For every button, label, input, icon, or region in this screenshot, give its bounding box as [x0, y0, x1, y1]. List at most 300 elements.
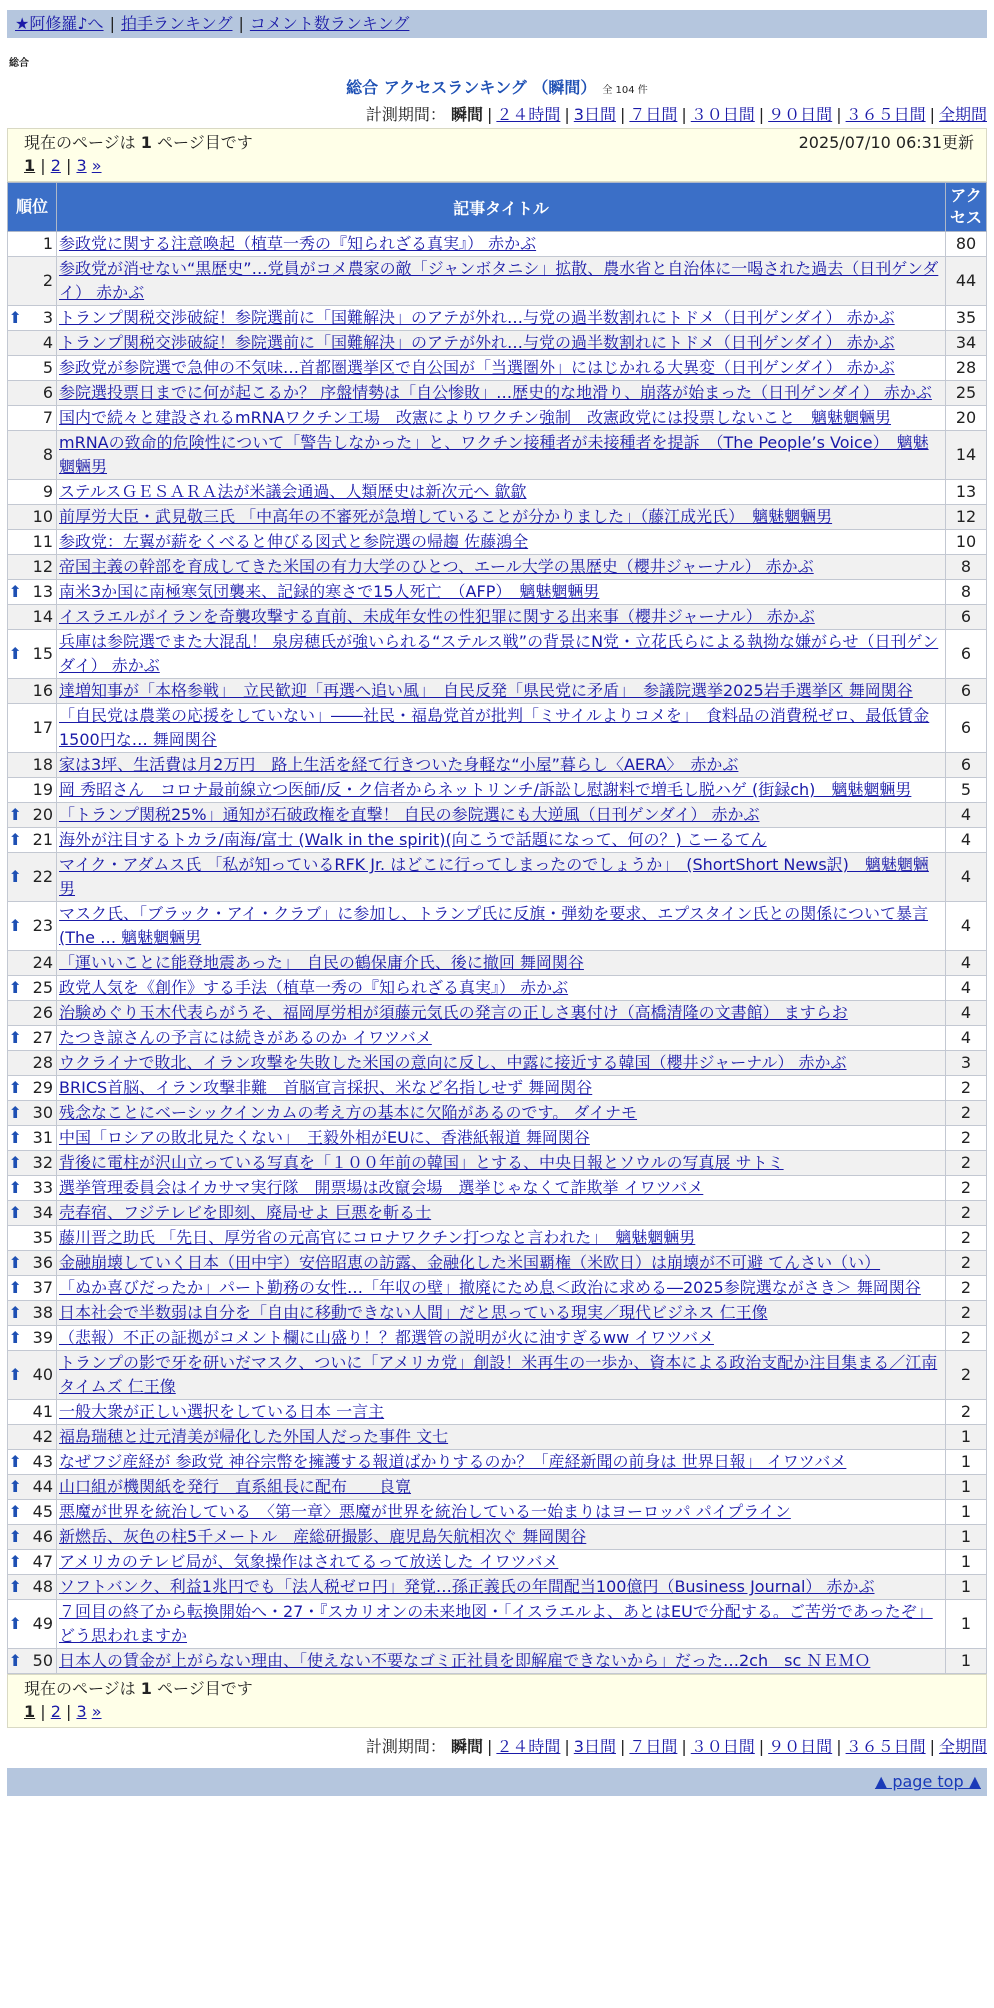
up-arrow-icon: ⬆	[8, 582, 22, 601]
period-link-90d[interactable]: ９０日間	[768, 105, 833, 124]
table-row	[8, 630, 987, 679]
pager-next[interactable]: »	[91, 156, 102, 175]
page-title: 総合 アクセスランキング （瞬間）	[346, 78, 597, 97]
article-link[interactable]: 帝国主義の幹部を育成してきた米国の有力大学のひとつ、エール大学の黒歴史（櫻井ジャーナル） 赤かぶ	[59, 557, 814, 576]
access-count: 25	[946, 381, 987, 406]
article-link[interactable]: 兵庫は参院選でまた大混乱！ 泉房穂氏が強いられる“ステルス戦”の背景にN党・立花氏らによる執拗な嫌がらせ（日刊ゲンダイ） 赤かぶ	[59, 632, 939, 675]
rank-number: 33	[22, 1176, 56, 1201]
article-title-cell	[57, 1351, 946, 1400]
rank-number: 9	[22, 480, 56, 505]
rank-number: 27	[22, 1026, 56, 1051]
article-link[interactable]: ステルスＧＥＳＡＲＡ法が米議会通過、人類歴史は新次元へ 歙歙	[59, 482, 527, 501]
article-link[interactable]: mRNAの致命的危険性について「警告しなかった」と、ワクチン接種者が未接種者を提訴 （The People’s Voice） 魑魅魍魎男	[59, 433, 929, 476]
access-count: 12	[946, 505, 987, 530]
rank-trend-cell	[8, 406, 23, 431]
article-title-cell	[57, 580, 946, 605]
rank-trend-cell	[8, 1351, 23, 1400]
rank-trend-cell	[8, 753, 23, 778]
table-row	[8, 605, 987, 630]
table-row	[8, 356, 987, 381]
period-link-3d[interactable]: 3日間	[573, 105, 616, 124]
rank-trend-cell	[8, 257, 23, 306]
article-link[interactable]: 南米3か国に南極寒気団襲来、記録的寒さで15人死亡 （AFP） 魑魅魍魎男	[59, 582, 600, 601]
up-arrow-icon: ⬆	[8, 1028, 22, 1047]
rank-trend-cell	[8, 828, 23, 853]
rank-number: 31	[22, 1126, 56, 1151]
period-link-365d[interactable]: ３６５日間	[845, 105, 926, 124]
article-title-cell	[57, 828, 946, 853]
table-row	[8, 1575, 987, 1600]
rank-trend-cell	[8, 530, 23, 555]
article-title-cell	[57, 1026, 946, 1051]
rank-trend-cell	[8, 1301, 23, 1326]
access-count: 28	[946, 356, 987, 381]
rank-trend-cell	[8, 505, 23, 530]
pager-current-1: 1	[24, 156, 36, 175]
rank-trend-cell	[8, 1575, 23, 1600]
rank-trend-cell	[8, 778, 23, 803]
rank-number: 7	[22, 406, 56, 431]
table-row	[8, 1076, 987, 1101]
rank-number: 20	[22, 803, 56, 828]
nav-link-applause-ranking[interactable]: 拍手ランキング	[120, 14, 233, 33]
article-title-cell	[57, 555, 946, 580]
rank-number: 21	[22, 828, 56, 853]
period-instant-current-bottom: 瞬間	[450, 1737, 483, 1756]
rank-number: 24	[22, 951, 56, 976]
article-title-cell	[57, 306, 946, 331]
article-title-cell	[57, 1500, 946, 1525]
article-title-cell	[57, 1251, 946, 1276]
rank-trend-cell	[8, 1201, 23, 1226]
up-arrow-icon: ⬆	[8, 1502, 22, 1521]
article-link[interactable]: 選挙管理委員会はイカサマ実行隊 開票場は改竄会場 選挙じゃなくて詐欺挙 イワツバメ	[59, 1178, 704, 1197]
table-row	[8, 951, 987, 976]
article-link[interactable]: ソフトバンク、利益1兆円でも「法人税ゼロ円」発覚…孫正義氏の年間配当100億円（Business Journal） 赤かぶ	[59, 1577, 875, 1596]
article-link[interactable]: 国内で続々と建設されるmRNAワクチン工場 改憲によりワクチン強制 改憲政党には投票しないこと 魑魅魍魎男	[59, 408, 892, 427]
current-page-text-bottom: 現在のページは 1 ページ目です	[24, 1679, 253, 1698]
access-count: 20	[946, 406, 987, 431]
period-link-all[interactable]: 全期間	[938, 105, 987, 124]
rank-number: 26	[22, 1001, 56, 1026]
period-link-30d-bottom[interactable]: ３０日間	[690, 1737, 755, 1756]
access-count: 4	[946, 902, 987, 951]
table-row	[8, 1151, 987, 1176]
table-row	[8, 1001, 987, 1026]
period-link-3d-bottom[interactable]: 3日間	[573, 1737, 616, 1756]
access-count: 8	[946, 580, 987, 605]
table-row	[8, 1600, 987, 1649]
nav-link-comment-ranking[interactable]: コメント数ランキング	[249, 14, 410, 33]
table-row	[8, 1425, 987, 1450]
table-row	[8, 704, 987, 753]
article-title-cell	[57, 1301, 946, 1326]
rank-number: 40	[22, 1351, 56, 1400]
period-link-7d[interactable]: ７日間	[629, 105, 678, 124]
rank-number: 22	[22, 853, 56, 902]
table-row	[8, 505, 987, 530]
access-count: 6	[946, 605, 987, 630]
header-title: 記事タイトル	[57, 183, 946, 232]
rank-trend-cell	[8, 431, 23, 480]
table-row	[8, 828, 987, 853]
period-selector-top: 計測期間： 瞬間 | ２４時間 | 3日間 | ７日間 | ３０日間 | ９０日間 | ３６５日間 | 全期間	[365, 105, 987, 124]
table-row	[8, 1301, 987, 1326]
article-link[interactable]: トランプ関税交渉破綻！参院選前に「国難解決」のアテが外れ…与党の過半数割れにトドメ（日刊ゲンダイ） 赤かぶ	[59, 333, 895, 352]
ranking-body	[8, 232, 987, 1674]
rank-trend-cell	[8, 555, 23, 580]
up-arrow-icon: ⬆	[8, 1527, 22, 1546]
article-title-cell	[57, 530, 946, 555]
pager-link-2[interactable]: 2	[50, 156, 61, 175]
article-title-cell	[57, 1649, 946, 1674]
table-row	[8, 1126, 987, 1151]
article-title-cell	[57, 406, 946, 431]
table-header-row	[8, 183, 987, 232]
rank-number: 8	[22, 431, 56, 480]
access-count: 2	[946, 1226, 987, 1251]
rank-number: 45	[22, 1500, 56, 1525]
article-title-cell	[57, 1450, 946, 1475]
article-link[interactable]: 一般大衆が正しい選択をしている日本 一言主	[59, 1402, 385, 1421]
article-link[interactable]: 中国「ロシアの敗北見たくない」 王毅外相がEUに、香港紙報道 舞岡関谷	[59, 1128, 590, 1147]
article-link[interactable]: 日本社会で半数弱は自分を「自由に移動できない人間」だと思っている現実／現代ビジネス 仁王像	[59, 1303, 768, 1322]
article-link[interactable]: 福島瑞穂と辻元清美が帰化した外国人だった事件 文七	[59, 1427, 449, 1446]
access-count: 35	[946, 306, 987, 331]
article-title-cell	[57, 753, 946, 778]
access-count: 80	[946, 232, 987, 257]
article-title-cell	[57, 1101, 946, 1126]
rank-trend-cell	[8, 1326, 23, 1351]
rank-trend-cell	[8, 630, 23, 679]
article-title-cell	[57, 1151, 946, 1176]
article-link[interactable]: 金融崩壊していく日本（田中宇）安倍昭恵の訪露、金融化した米国覇権（米欧日）は崩壊が不可避 てんさい（い）	[59, 1253, 881, 1272]
rank-number: 13	[22, 580, 56, 605]
article-link[interactable]: 悪魔が世界を統治している 〈第一章〉悪魔が世界を統治している一始まりはヨーロッパ パイプライン	[59, 1502, 791, 1521]
pager-link-3[interactable]: 3	[76, 156, 87, 175]
access-count: 8	[946, 555, 987, 580]
article-link[interactable]: 参政党が参院選で急伸の不気味…首都圏選挙区で自公国が「当選圏外」にはじかれる大異変（日刊ゲンダイ） 赤かぶ	[59, 358, 895, 377]
article-link[interactable]: （悲報）不正の証拠がコメント欄に山盛り！？都選管の説明が火に油すぎるww イワツバメ	[59, 1328, 714, 1347]
rank-number: 16	[22, 679, 56, 704]
up-arrow-icon: ⬆	[8, 1103, 22, 1122]
period-link-365d-bottom[interactable]: ３６５日間	[845, 1737, 926, 1756]
article-link[interactable]: 参政党：左翼が薪をくべると伸びる図式と参院選の帰趨 佐藤鴻全	[59, 532, 529, 551]
rank-number: 19	[22, 778, 56, 803]
rank-trend-cell	[8, 1176, 23, 1201]
article-link[interactable]: アメリカのテレビ局が、気象操作はされてるって放送した イワツバメ	[59, 1552, 559, 1571]
article-link[interactable]: 新燃岳、灰色の柱5千メートル 産総研撮影、鹿児島矢航相次ぐ 舞岡関谷	[59, 1527, 587, 1546]
up-arrow-icon: ⬆	[8, 916, 22, 935]
article-title-cell	[57, 704, 946, 753]
rank-number: 50	[22, 1649, 56, 1674]
article-title-cell	[57, 778, 946, 803]
table-row	[8, 902, 987, 951]
rank-trend-cell	[8, 1001, 23, 1026]
table-row	[8, 976, 987, 1001]
period-link-30d[interactable]: ３０日間	[690, 105, 755, 124]
rank-number: 34	[22, 1201, 56, 1226]
pager-link-2-bottom[interactable]: 2	[50, 1702, 61, 1721]
article-link[interactable]: トランプ関税交渉破綻！参院選前に「国難解決」のアテが外れ…与党の過半数割れにトドメ（日刊ゲンダイ） 赤かぶ	[59, 308, 895, 327]
access-count: 6	[946, 753, 987, 778]
rank-trend-cell	[8, 1226, 23, 1251]
up-arrow-icon: ⬆	[8, 1128, 22, 1147]
access-count: 2	[946, 1076, 987, 1101]
rank-trend-cell	[8, 1251, 23, 1276]
article-link[interactable]: 「ぬか喜びだったか」パート勤務の女性…「年収の壁」撤廃にため息＜政治に求める―2025参院選ながさき＞ 舞岡関谷	[59, 1278, 921, 1297]
table-row	[8, 555, 987, 580]
article-title-cell	[57, 381, 946, 406]
access-count: 2	[946, 1301, 987, 1326]
rank-number: 11	[22, 530, 56, 555]
access-count: 2	[946, 1251, 987, 1276]
up-arrow-icon: ⬆	[8, 1614, 22, 1633]
article-link[interactable]: 家は3坪、生活費は月2万円 路上生活を経て行きついた身軽な“小屋”暮らし〈AERA〉 赤かぶ	[59, 755, 739, 774]
up-arrow-icon: ⬆	[8, 1253, 22, 1272]
article-link[interactable]: ウクライナで敗北、イラン攻撃を失敗した米国の意向に反し、中露に接近する韓国（櫻井ジャーナル） 赤かぶ	[59, 1053, 847, 1072]
table-row	[8, 580, 987, 605]
article-link[interactable]: 政党人気を《創作》する手法（植草一秀の『知られざる真実』） 赤かぶ	[59, 978, 569, 997]
table-row	[8, 530, 987, 555]
table-row	[8, 431, 987, 480]
rank-trend-cell	[8, 1076, 23, 1101]
period-link-24h[interactable]: ２４時間	[496, 105, 561, 124]
article-title-cell	[57, 853, 946, 902]
table-row	[8, 1450, 987, 1475]
article-title-cell	[57, 1051, 946, 1076]
rank-trend-cell	[8, 306, 23, 331]
rank-trend-cell	[8, 1400, 23, 1425]
rank-trend-cell	[8, 679, 23, 704]
total-count: 全 104 件	[602, 85, 648, 96]
article-link[interactable]: 日本人の賃金が上がらない理由、「使えない不要なゴミ正社員を即解雇できないから」だった…2ch sc ＮＥＭＯ	[59, 1651, 871, 1670]
access-count: 4	[946, 1026, 987, 1051]
access-count: 4	[946, 1001, 987, 1026]
article-title-cell	[57, 431, 946, 480]
article-title-cell	[57, 1176, 946, 1201]
article-link[interactable]: 参院選投票日までに何が起こるか？ 序盤情勢は「自公惨敗」…歴史的な地滑り、崩落が始まった（日刊ゲンダイ） 赤かぶ	[59, 383, 932, 402]
article-link[interactable]: 残念なことにベーシックインカムの考え方の基本に欠陥があるのです。 ダイナモ	[59, 1103, 638, 1122]
access-count: 4	[946, 803, 987, 828]
article-link[interactable]: マスク氏、「ブラック・アイ・クラブ」に参加し、トランプ氏に反旗・弾劾を要求、エプスタイン氏との関係について暴言(The … 魑魅魍魎男	[59, 904, 928, 947]
rank-trend-cell	[8, 1525, 23, 1550]
rank-trend-cell	[8, 1276, 23, 1301]
page-top-link[interactable]: ▲ page top ▲	[874, 1772, 981, 1791]
access-count: 1	[946, 1475, 987, 1500]
article-title-cell	[57, 257, 946, 306]
article-link[interactable]: 参政党が消せない“黒歴史”…党員がコメ農家の敵「ジャンボタニシ」拡散、農水省と自治体に一喝された過去（日刊ゲンダイ） 赤かぶ	[59, 259, 939, 302]
article-link[interactable]: 岡 秀昭さん コロナ最前線立つ医師/反・ク信者からネットリンチ/訴訟し慰謝料で増毛し脱ハゲ (街録ch) 魑魅魍魎男	[59, 780, 912, 799]
header-rank: 順位	[8, 183, 57, 232]
header-access: アクセス	[946, 183, 987, 232]
table-row	[8, 1201, 987, 1226]
rank-number: 38	[22, 1301, 56, 1326]
table-row	[8, 753, 987, 778]
up-arrow-icon: ⬆	[8, 1651, 22, 1670]
access-count: 34	[946, 331, 987, 356]
period-label: 計測期間：	[365, 105, 446, 124]
table-row	[8, 853, 987, 902]
article-link[interactable]: 背後に電柱が沢山立っている写真を「１００年前の韓国」とする、中央日報とソウルの写真展 サトミ	[59, 1153, 784, 1172]
article-link[interactable]: 「運いいことに能登地震あった」 自民の鶴保庸介氏、後に撤回 舞岡関谷	[59, 953, 584, 972]
up-arrow-icon: ⬆	[8, 644, 22, 663]
article-link[interactable]: イスラエルがイランを奇襲攻撃する直前、未成年女性の性犯罪に関する出来事（櫻井ジャーナル） 赤かぶ	[59, 607, 815, 626]
rank-number: 23	[22, 902, 56, 951]
access-count: 1	[946, 1450, 987, 1475]
rank-trend-cell	[8, 1051, 23, 1076]
period-link-all-bottom[interactable]: 全期間	[938, 1737, 987, 1756]
rank-number: 4	[22, 331, 56, 356]
access-count: 2	[946, 1400, 987, 1425]
rank-trend-cell	[8, 803, 23, 828]
pager-next-bottom[interactable]: »	[91, 1702, 102, 1721]
rank-trend-cell	[8, 853, 23, 902]
up-arrow-icon: ⬆	[8, 867, 22, 886]
page-title-block	[7, 75, 987, 98]
rank-trend-cell	[8, 704, 23, 753]
access-count: 6	[946, 704, 987, 753]
article-link[interactable]: たつき諒さんの予言には続きがあるのか イワツバメ	[59, 1028, 432, 1047]
rank-number: 1	[22, 232, 56, 257]
rank-number: 37	[22, 1276, 56, 1301]
table-row	[8, 406, 987, 431]
rank-number: 18	[22, 753, 56, 778]
up-arrow-icon: ⬆	[8, 1078, 22, 1097]
ranking-table	[7, 182, 987, 1674]
up-arrow-icon: ⬆	[8, 308, 22, 327]
rank-number: 48	[22, 1575, 56, 1600]
access-count: 1	[946, 1600, 987, 1649]
up-arrow-icon: ⬆	[8, 1577, 22, 1596]
period-link-90d-bottom[interactable]: ９０日間	[768, 1737, 833, 1756]
article-link[interactable]: 達増知事が「本格参戦」 立民歓迎「再選へ追い風」 自民反発「県民党に矛盾」 参議院選挙2025岩手選挙区 舞岡関谷	[59, 681, 913, 700]
rank-trend-cell	[8, 951, 23, 976]
access-count: 44	[946, 257, 987, 306]
pager-top: 1 | 2 | 3 »	[24, 156, 102, 175]
access-count: 5	[946, 778, 987, 803]
article-link[interactable]: トランプの影で牙を研いだマスク、ついに「アメリカ党」創設！米再生の一歩か、資本による政治支配か注目集まる／江南タイムズ 仁王像	[59, 1353, 938, 1396]
rank-trend-cell	[8, 331, 23, 356]
table-row	[8, 1276, 987, 1301]
rank-number: 17	[22, 704, 56, 753]
table-row	[8, 1101, 987, 1126]
article-title-cell	[57, 1326, 946, 1351]
access-count: 14	[946, 431, 987, 480]
article-title-cell	[57, 1525, 946, 1550]
access-count: 1	[946, 1575, 987, 1600]
up-arrow-icon: ⬆	[8, 1552, 22, 1571]
rank-number: 14	[22, 605, 56, 630]
article-link[interactable]: 藤川晋之助氏 「先日、厚労省の元高官にコロナワクチン打つなと言われた」 魑魅魍魎男	[59, 1228, 696, 1247]
rank-trend-cell	[8, 605, 23, 630]
table-row	[8, 1550, 987, 1575]
article-link[interactable]: 「自民党は農業の応援をしていない」――社民・福島党首が批判「ミサイルよりコメを」 食料品の消費税ゼロ、最低賃金1500円な… 舞岡関谷	[59, 706, 930, 749]
article-link[interactable]: BRICS首脳、イラン攻撃非難 首脳宣言採択、米など名指しせず 舞岡関谷	[59, 1078, 593, 1097]
table-row	[8, 1351, 987, 1400]
up-arrow-icon: ⬆	[8, 1278, 22, 1297]
rank-number: 39	[22, 1326, 56, 1351]
article-link[interactable]: 「トランプ関税25%」通知が石破政権を直撃！ 自民の参院選にも大逆風（日刊ゲンダイ） 赤かぶ	[59, 805, 760, 824]
article-link[interactable]: なぜフジ産経が 参政党 神谷宗幣を擁護する報道ばかりするのか？「産経新聞の前身は 世界日報」 イワツバメ	[59, 1452, 847, 1471]
rank-number: 49	[22, 1600, 56, 1649]
rank-number: 41	[22, 1400, 56, 1425]
nav-link-asyura-home[interactable]: ★阿修羅♪へ	[15, 14, 104, 33]
rank-trend-cell	[8, 902, 23, 951]
rank-trend-cell	[8, 381, 23, 406]
article-title-cell	[57, 803, 946, 828]
article-link[interactable]: 海外が注目するトカラ/南海/富士 (Walk in the spirit)(向こうで話題になって、何の？) こーるてん	[59, 830, 767, 849]
table-row	[8, 1326, 987, 1351]
table-row	[8, 1226, 987, 1251]
pager-link-3-bottom[interactable]: 3	[76, 1702, 87, 1721]
article-link[interactable]: 売春宿、フジテレビを即刻、廃局せよ 巨悪を斬る士	[59, 1203, 432, 1222]
access-count: 1	[946, 1550, 987, 1575]
article-title-cell	[57, 1550, 946, 1575]
rank-trend-cell	[8, 1550, 23, 1575]
rank-number: 44	[22, 1475, 56, 1500]
table-row	[8, 257, 987, 306]
article-link[interactable]: 治験めぐり玉木代表らがうそ、福岡厚労相が須藤元気氏の発言の正しさ裏付け（高橋清隆の文書館） ますらお	[59, 1003, 848, 1022]
table-row	[8, 1051, 987, 1076]
table-row	[8, 1475, 987, 1500]
period-link-24h-bottom[interactable]: ２４時間	[496, 1737, 561, 1756]
up-arrow-icon: ⬆	[8, 1303, 22, 1322]
article-title-cell	[57, 505, 946, 530]
rank-number: 36	[22, 1251, 56, 1276]
page-info-bottom	[7, 1674, 987, 1728]
period-link-7d-bottom[interactable]: ７日間	[629, 1737, 678, 1756]
table-row	[8, 1525, 987, 1550]
table-row	[8, 1500, 987, 1525]
table-row	[8, 1400, 987, 1425]
article-title-cell	[57, 630, 946, 679]
access-count: 4	[946, 976, 987, 1001]
rank-number: 46	[22, 1525, 56, 1550]
article-title-cell	[57, 1201, 946, 1226]
article-link[interactable]: 山口組が機関紙を発行 直系組長に配布 良寛	[59, 1477, 412, 1496]
article-title-cell	[57, 356, 946, 381]
page-info-top	[7, 128, 987, 182]
table-row	[8, 679, 987, 704]
up-arrow-icon: ⬆	[8, 1203, 22, 1222]
rank-number: 35	[22, 1226, 56, 1251]
rank-number: 47	[22, 1550, 56, 1575]
article-title-cell	[57, 976, 946, 1001]
rank-trend-cell	[8, 1500, 23, 1525]
article-link[interactable]: マイク・アダムス氏 「私が知っているRFK Jr. はどこに行ってしまったのでしょうか」 (ShortShort News訳) 魑魅魍魎男	[59, 855, 929, 898]
table-row	[8, 480, 987, 505]
article-link[interactable]: 前厚労大臣・武見敬三氏 「中高年の不審死が急増していることが分かりました」（藤江成光氏） 魑魅魍魎男	[59, 507, 833, 526]
article-title-cell	[57, 1001, 946, 1026]
rank-trend-cell	[8, 1600, 23, 1649]
up-arrow-icon: ⬆	[8, 1365, 22, 1384]
access-count: 13	[946, 480, 987, 505]
section-label: 総合	[9, 58, 29, 69]
article-link[interactable]: 参政党に関する注意喚起（植草一秀の『知られざる真実』） 赤かぶ	[59, 234, 537, 253]
table-row	[8, 1649, 987, 1674]
access-count: 2	[946, 1201, 987, 1226]
article-link[interactable]: ７回目の終了から転換開始へ・27・『スカリオンの未来地図・「イスラエルよ、あとはEUで分配する。ご苦労であったぞ」 どう思われますか	[59, 1602, 933, 1645]
access-count: 4	[946, 951, 987, 976]
rank-number: 42	[22, 1425, 56, 1450]
access-count: 2	[946, 1351, 987, 1400]
rank-trend-cell	[8, 580, 23, 605]
rank-trend-cell	[8, 1126, 23, 1151]
table-row	[8, 1176, 987, 1201]
rank-trend-cell	[8, 1151, 23, 1176]
rank-number: 6	[22, 381, 56, 406]
